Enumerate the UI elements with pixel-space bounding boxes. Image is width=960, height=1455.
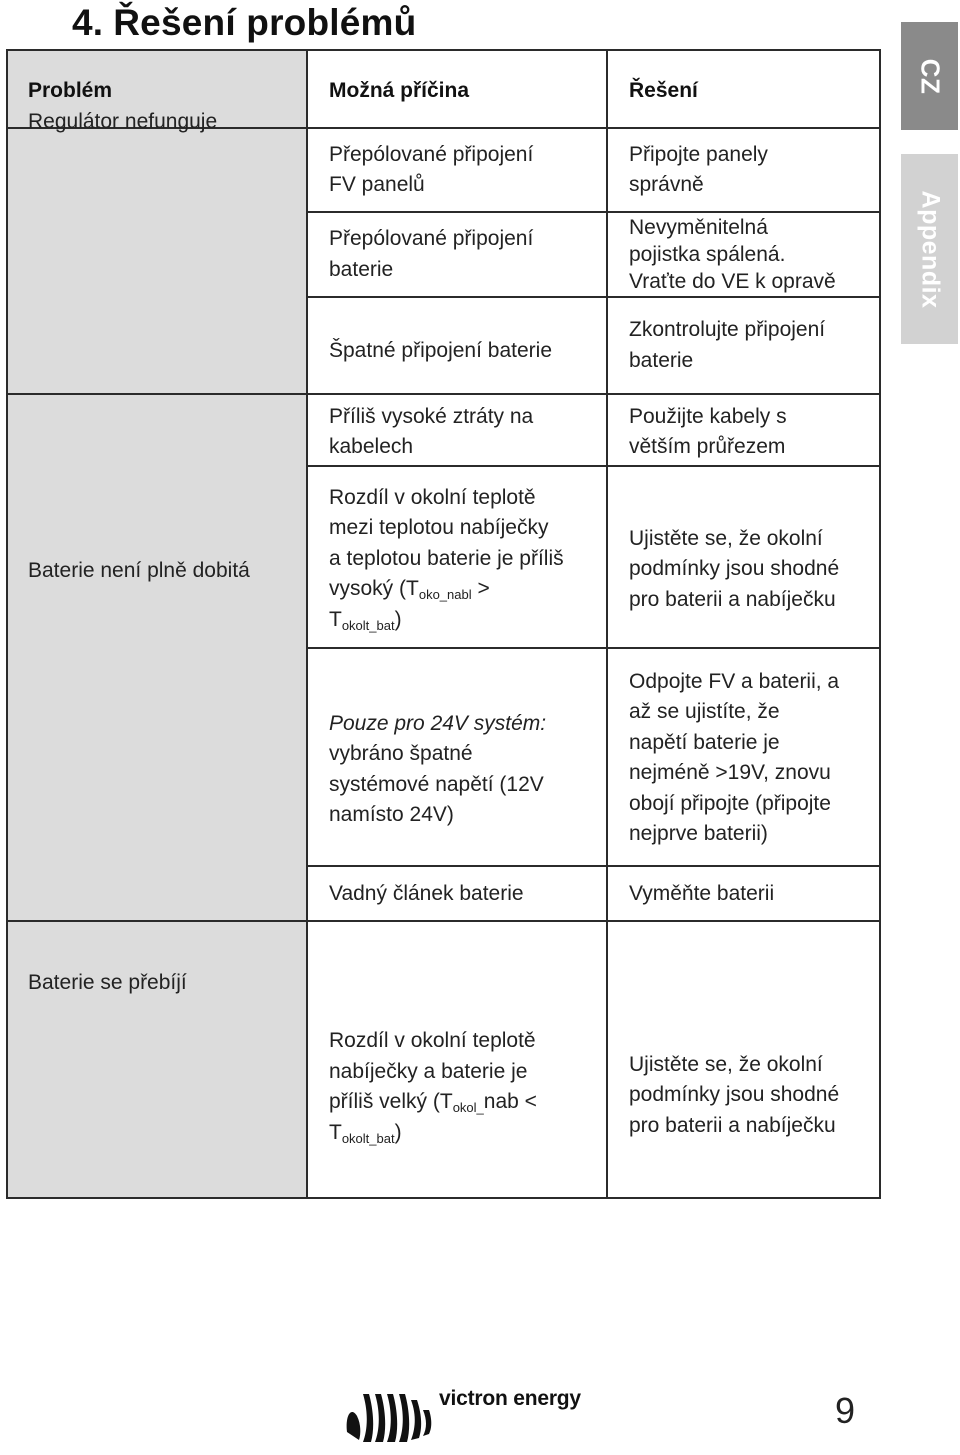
solution-line: pojistka spálená.: [629, 243, 786, 266]
solution-line: Vyměňte baterii: [629, 882, 775, 906]
solution-line: pro baterii a nabíječku: [629, 587, 836, 611]
header-solution: Řešení: [607, 50, 880, 128]
cause-cell: [307, 866, 607, 921]
cause-subscript: okolt_bat: [341, 1130, 395, 1146]
solution-line: Ujistěte se, že okolní: [629, 1052, 823, 1076]
tab-cz-label: CZ: [914, 58, 945, 94]
solution-line: Zkontrolujte připojení: [629, 318, 826, 341]
cause-line: [329, 605, 598, 636]
cause-cell: [307, 297, 607, 394]
victron-logo: [343, 1386, 593, 1446]
solution-line: Odpojte FV a baterii, a: [629, 669, 840, 693]
cause-note-italic: Pouze pro 24V systém:: [329, 711, 547, 735]
section-number: 4.: [72, 2, 104, 43]
cause-text: nab <: [483, 1090, 537, 1113]
cause-line: [329, 1087, 598, 1118]
cause-line: Přepólované připojení: [329, 142, 534, 166]
tab-appendix[interactable]: [901, 154, 958, 344]
solution-line: nejméně >19V, znovu: [629, 761, 831, 784]
cause-cell: [307, 921, 607, 1198]
solution-cell: [607, 212, 880, 297]
cause-line: kabelech: [329, 435, 414, 458]
cause-line: [329, 574, 598, 605]
cause-text: T: [329, 1120, 342, 1144]
cause-line: a teplotou baterie je příliš: [329, 546, 564, 570]
solution-cell: [607, 921, 880, 1198]
cause-line: FV panelů: [329, 173, 425, 196]
table-row: [7, 128, 880, 212]
tab-cz[interactable]: [901, 22, 958, 130]
solution-line: až se ujistíte, že: [629, 700, 780, 723]
cause-line: nabíječky a baterie je: [329, 1059, 528, 1083]
cause-subscript: okol_: [452, 1100, 484, 1115]
cause-line: vybráno špatné: [329, 742, 473, 765]
problem-cell: [7, 921, 307, 1198]
cause-cell: [307, 128, 607, 212]
header-problem: Problém: [7, 50, 307, 128]
solution-line: Ujistěte se, že okolní: [629, 526, 823, 550]
cause-line: [329, 709, 598, 740]
cause-text: >: [471, 577, 490, 601]
cause-line: Špatné připojení baterie: [329, 339, 552, 363]
table-row: [7, 394, 880, 466]
cause-line: Příliš vysoké ztráty na: [329, 404, 534, 428]
cause-line: Přepólované připojení: [329, 227, 534, 250]
cause-line: namísto 24V): [329, 803, 454, 826]
tab-appendix-label: Appendix: [916, 190, 944, 308]
table-row: [7, 921, 880, 1198]
cause-line: Rozdíl v okolní teplotě: [329, 1029, 536, 1052]
section-heading: [72, 2, 416, 44]
cause-subscript: oko_nabl: [418, 587, 472, 603]
problem-label: Baterie není plně dobitá: [28, 558, 250, 582]
section-title: Řešení problémů: [113, 2, 417, 43]
cause-cell: [307, 394, 607, 466]
cause-text: ): [394, 1120, 402, 1144]
solution-line: napětí baterie je: [629, 730, 780, 754]
cause-line: mezi teplotou nabíječky: [329, 516, 549, 540]
problem-label: Regulátor nefunguje: [28, 110, 218, 133]
solution-cell: [607, 297, 880, 394]
solution-cell: [607, 394, 880, 466]
victron-logo-icon: [343, 1386, 439, 1446]
solution-line: Nevyměnitelná: [629, 216, 768, 239]
problem-cell: [7, 110, 307, 394]
solution-cell: [607, 648, 880, 866]
problem-label: Baterie se přebíjí: [28, 970, 187, 994]
solution-line: pro baterii a nabíječku: [629, 1113, 836, 1137]
cause-line: [329, 1118, 598, 1149]
cause-line: Vadný článek baterie: [329, 882, 524, 906]
cause-line: Rozdíl v okolní teplotě: [329, 485, 536, 509]
brand-name: victron energy: [439, 1387, 581, 1410]
solution-line: podmínky jsou shodné: [629, 557, 840, 581]
solution-line: správně: [629, 173, 704, 196]
problem-cell: [7, 394, 307, 921]
header-cause: Možná příčina: [307, 50, 607, 128]
cause-text: příliš velký (T: [329, 1090, 453, 1113]
cause-text: ): [394, 607, 402, 631]
page-number: 9: [835, 1390, 856, 1431]
solution-line: větším průřezem: [629, 435, 786, 458]
cause-cell: [307, 212, 607, 297]
solution-line: Použijte kabely s: [629, 404, 787, 428]
solution-line: podmínky jsou shodné: [629, 1083, 840, 1107]
cause-text: T: [329, 607, 342, 631]
troubleshooting-table: [6, 49, 881, 1199]
solution-line: baterie: [629, 348, 694, 372]
solution-cell: [607, 466, 880, 648]
solution-cell: [607, 128, 880, 212]
solution-line: obojí připojte (připojte: [629, 791, 831, 815]
solution-cell: [607, 866, 880, 921]
solution-line: Připojte panely: [629, 142, 768, 166]
cause-line: systémové napětí (12V: [329, 772, 544, 796]
cause-cell: [307, 466, 607, 648]
solution-line: Vraťte do VE k opravě: [629, 270, 836, 293]
cause-cell: [307, 648, 607, 866]
cause-text: vysoký (T: [329, 577, 419, 601]
solution-line: nejprve baterii): [629, 822, 768, 845]
cause-subscript: okolt_bat: [341, 617, 395, 633]
cause-line: baterie: [329, 257, 394, 281]
